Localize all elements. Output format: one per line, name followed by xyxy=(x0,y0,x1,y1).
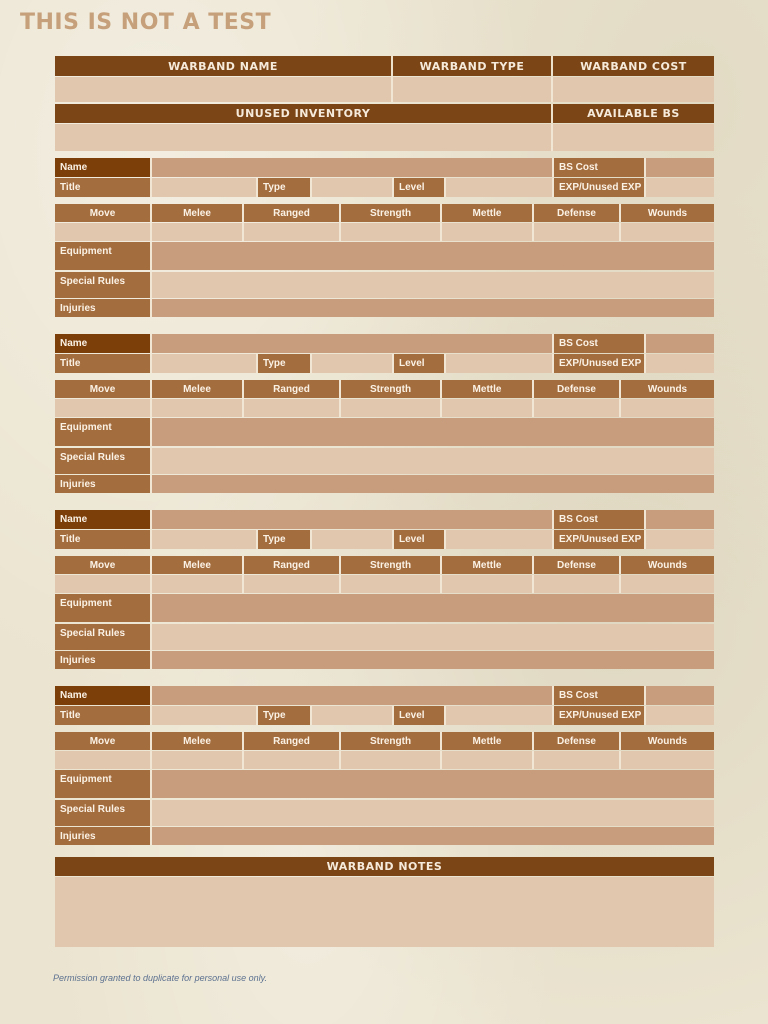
exp-field[interactable] xyxy=(646,706,714,725)
name-field[interactable] xyxy=(152,334,554,353)
stat-melee-field[interactable] xyxy=(152,751,244,769)
warband-header-row xyxy=(55,56,714,76)
bs-cost-field[interactable] xyxy=(646,510,714,529)
equipment-field[interactable] xyxy=(152,594,714,622)
member-3-title-row xyxy=(55,530,714,549)
stat-wounds-header: Wounds xyxy=(621,204,714,222)
stat-ranged-field[interactable] xyxy=(244,399,341,417)
member-4-stats-values xyxy=(55,751,714,769)
level-label: Level xyxy=(394,354,446,373)
stat-ranged-header: Ranged xyxy=(244,204,341,222)
stat-defense-header: Defense xyxy=(534,204,621,222)
injuries-field[interactable] xyxy=(152,475,714,493)
special-rules-label: Special Rules xyxy=(55,272,152,298)
stat-mettle-header: Mettle xyxy=(442,204,534,222)
member-3-name-row xyxy=(55,510,714,529)
warband-values-row xyxy=(55,77,714,102)
bs-cost-label: BS Cost xyxy=(554,334,646,353)
stat-move-header: Move xyxy=(55,732,152,750)
level-field[interactable] xyxy=(446,706,554,725)
stat-melee-field[interactable] xyxy=(152,223,244,241)
stat-wounds-field[interactable] xyxy=(621,399,714,417)
member-2-equipment-row xyxy=(55,418,714,446)
type-field[interactable] xyxy=(312,354,394,373)
stat-defense-field[interactable] xyxy=(534,399,621,417)
page-title: THIS IS NOT A TEST xyxy=(20,10,272,35)
type-label: Type xyxy=(258,178,312,197)
warband-name-header: WARBAND NAME xyxy=(55,56,393,76)
member-2-stats-header xyxy=(55,380,714,398)
stat-mettle-header: Mettle xyxy=(442,380,534,398)
name-label: Name xyxy=(55,158,152,177)
stat-ranged-header: Ranged xyxy=(244,732,341,750)
stat-wounds-header: Wounds xyxy=(621,732,714,750)
exp-label: EXP/Unused EXP xyxy=(554,354,646,373)
warband-notes-header-row xyxy=(55,857,714,876)
special-rules-label: Special Rules xyxy=(55,800,152,826)
member-3-equipment-row xyxy=(55,594,714,622)
stat-wounds-field[interactable] xyxy=(621,223,714,241)
stat-mettle-field[interactable] xyxy=(442,399,534,417)
stat-melee-header: Melee xyxy=(152,380,244,398)
warband-cost-field[interactable] xyxy=(553,77,714,102)
member-4-title-row xyxy=(55,706,714,725)
stat-defense-header: Defense xyxy=(534,732,621,750)
member-3-stats-header xyxy=(55,556,714,574)
equipment-label: Equipment xyxy=(55,242,152,270)
stat-move-field[interactable] xyxy=(55,751,152,769)
title-field[interactable] xyxy=(152,706,258,725)
member-1-special-row xyxy=(55,272,714,298)
injuries-field[interactable] xyxy=(152,651,714,669)
title-field[interactable] xyxy=(152,354,258,373)
member-1-injuries-row xyxy=(55,299,714,317)
title-label: Title xyxy=(55,530,152,549)
member-3-injuries-row xyxy=(55,651,714,669)
level-label: Level xyxy=(394,530,446,549)
level-label: Level xyxy=(394,706,446,725)
stat-ranged-header: Ranged xyxy=(244,556,341,574)
stat-move-header: Move xyxy=(55,204,152,222)
unused-inventory-field[interactable] xyxy=(55,124,553,151)
warband-type-field[interactable] xyxy=(393,77,553,102)
member-4-name-row xyxy=(55,686,714,705)
available-bs-field[interactable] xyxy=(553,124,714,151)
warband-type-header: WARBAND TYPE xyxy=(393,56,553,76)
bs-cost-field[interactable] xyxy=(646,686,714,705)
stat-ranged-field[interactable] xyxy=(244,575,341,593)
exp-field[interactable] xyxy=(646,178,714,197)
title-label: Title xyxy=(55,354,152,373)
stat-wounds-header: Wounds xyxy=(621,380,714,398)
member-4-stats-header xyxy=(55,732,714,750)
stat-melee-field[interactable] xyxy=(152,575,244,593)
special-rules-label: Special Rules xyxy=(55,448,152,474)
special-rules-field[interactable] xyxy=(152,800,714,826)
stat-mettle-header: Mettle xyxy=(442,732,534,750)
member-3-special-row xyxy=(55,624,714,650)
level-field[interactable] xyxy=(446,530,554,549)
title-field[interactable] xyxy=(152,178,258,197)
member-2-stats-values xyxy=(55,399,714,417)
title-label: Title xyxy=(55,178,152,197)
type-field[interactable] xyxy=(312,706,394,725)
available-bs-header: AVAILABLE BS xyxy=(553,104,714,123)
inventory-header-row xyxy=(55,104,714,123)
warband-notes-header: WARBAND NOTES xyxy=(55,857,714,876)
level-field[interactable] xyxy=(446,354,554,373)
member-1-title-row xyxy=(55,178,714,197)
inventory-values-row xyxy=(55,124,714,151)
name-label: Name xyxy=(55,686,152,705)
name-field[interactable] xyxy=(152,158,554,177)
stat-move-field[interactable] xyxy=(55,223,152,241)
bs-cost-field[interactable] xyxy=(646,158,714,177)
member-2-injuries-row xyxy=(55,475,714,493)
stat-defense-header: Defense xyxy=(534,380,621,398)
stat-ranged-header: Ranged xyxy=(244,380,341,398)
equipment-field[interactable] xyxy=(152,418,714,446)
stat-melee-field[interactable] xyxy=(152,399,244,417)
stat-defense-field[interactable] xyxy=(534,575,621,593)
name-label: Name xyxy=(55,510,152,529)
member-1-stats-header xyxy=(55,204,714,222)
stat-strength-field[interactable] xyxy=(341,751,442,769)
title-field[interactable] xyxy=(152,530,258,549)
stat-move-field[interactable] xyxy=(55,575,152,593)
equipment-field[interactable] xyxy=(152,242,714,270)
member-4-equipment-row xyxy=(55,770,714,798)
exp-label: EXP/Unused EXP xyxy=(554,178,646,197)
member-2-special-row xyxy=(55,448,714,474)
special-rules-field[interactable] xyxy=(152,272,714,298)
member-1-stats-values xyxy=(55,223,714,241)
stat-wounds-header: Wounds xyxy=(621,556,714,574)
stat-ranged-field[interactable] xyxy=(244,223,341,241)
stat-wounds-field[interactable] xyxy=(621,575,714,593)
member-4-special-row xyxy=(55,800,714,826)
name-label: Name xyxy=(55,334,152,353)
stat-strength-field[interactable] xyxy=(341,223,442,241)
injuries-label: Injuries xyxy=(55,651,152,669)
warband-cost-header: WARBAND COST xyxy=(553,56,714,76)
exp-label: EXP/Unused EXP xyxy=(554,530,646,549)
injuries-field[interactable] xyxy=(152,827,714,845)
type-field[interactable] xyxy=(312,178,394,197)
stat-melee-header: Melee xyxy=(152,556,244,574)
warband-notes-field[interactable] xyxy=(55,877,714,947)
type-label: Type xyxy=(258,530,312,549)
bs-cost-field[interactable] xyxy=(646,334,714,353)
stat-ranged-field[interactable] xyxy=(244,751,341,769)
equipment-label: Equipment xyxy=(55,770,152,798)
stat-strength-header: Strength xyxy=(341,732,442,750)
equipment-label: Equipment xyxy=(55,418,152,446)
exp-label: EXP/Unused EXP xyxy=(554,706,646,725)
special-rules-field[interactable] xyxy=(152,624,714,650)
warband-name-field[interactable] xyxy=(55,77,393,102)
name-field[interactable] xyxy=(152,686,554,705)
permission-footer: Permission granted to duplicate for personal use only. xyxy=(53,973,267,983)
exp-field[interactable] xyxy=(646,354,714,373)
stat-move-field[interactable] xyxy=(55,399,152,417)
type-label: Type xyxy=(258,706,312,725)
stat-wounds-field[interactable] xyxy=(621,751,714,769)
type-label: Type xyxy=(258,354,312,373)
bs-cost-label: BS Cost xyxy=(554,686,646,705)
equipment-field[interactable] xyxy=(152,770,714,798)
stat-strength-field[interactable] xyxy=(341,399,442,417)
stat-mettle-header: Mettle xyxy=(442,556,534,574)
injuries-label: Injuries xyxy=(55,475,152,493)
stat-melee-header: Melee xyxy=(152,204,244,222)
member-4-injuries-row xyxy=(55,827,714,845)
member-2-name-row xyxy=(55,334,714,353)
stat-strength-field[interactable] xyxy=(341,575,442,593)
stat-strength-header: Strength xyxy=(341,204,442,222)
special-rules-field[interactable] xyxy=(152,448,714,474)
level-label: Level xyxy=(394,178,446,197)
stat-melee-header: Melee xyxy=(152,732,244,750)
injuries-field[interactable] xyxy=(152,299,714,317)
stat-move-header: Move xyxy=(55,556,152,574)
stat-defense-field[interactable] xyxy=(534,751,621,769)
stat-mettle-field[interactable] xyxy=(442,751,534,769)
stat-mettle-field[interactable] xyxy=(442,223,534,241)
member-1-equipment-row xyxy=(55,242,714,270)
stat-mettle-field[interactable] xyxy=(442,575,534,593)
title-label: Title xyxy=(55,706,152,725)
name-field[interactable] xyxy=(152,510,554,529)
type-field[interactable] xyxy=(312,530,394,549)
exp-field[interactable] xyxy=(646,530,714,549)
injuries-label: Injuries xyxy=(55,827,152,845)
member-3-stats-values xyxy=(55,575,714,593)
stat-move-header: Move xyxy=(55,380,152,398)
stat-defense-field[interactable] xyxy=(534,223,621,241)
injuries-label: Injuries xyxy=(55,299,152,317)
stat-defense-header: Defense xyxy=(534,556,621,574)
member-2-title-row xyxy=(55,354,714,373)
equipment-label: Equipment xyxy=(55,594,152,622)
stat-strength-header: Strength xyxy=(341,380,442,398)
member-1-name-row xyxy=(55,158,714,177)
stat-strength-header: Strength xyxy=(341,556,442,574)
bs-cost-label: BS Cost xyxy=(554,158,646,177)
unused-inventory-header: UNUSED INVENTORY xyxy=(55,104,553,123)
special-rules-label: Special Rules xyxy=(55,624,152,650)
level-field[interactable] xyxy=(446,178,554,197)
bs-cost-label: BS Cost xyxy=(554,510,646,529)
